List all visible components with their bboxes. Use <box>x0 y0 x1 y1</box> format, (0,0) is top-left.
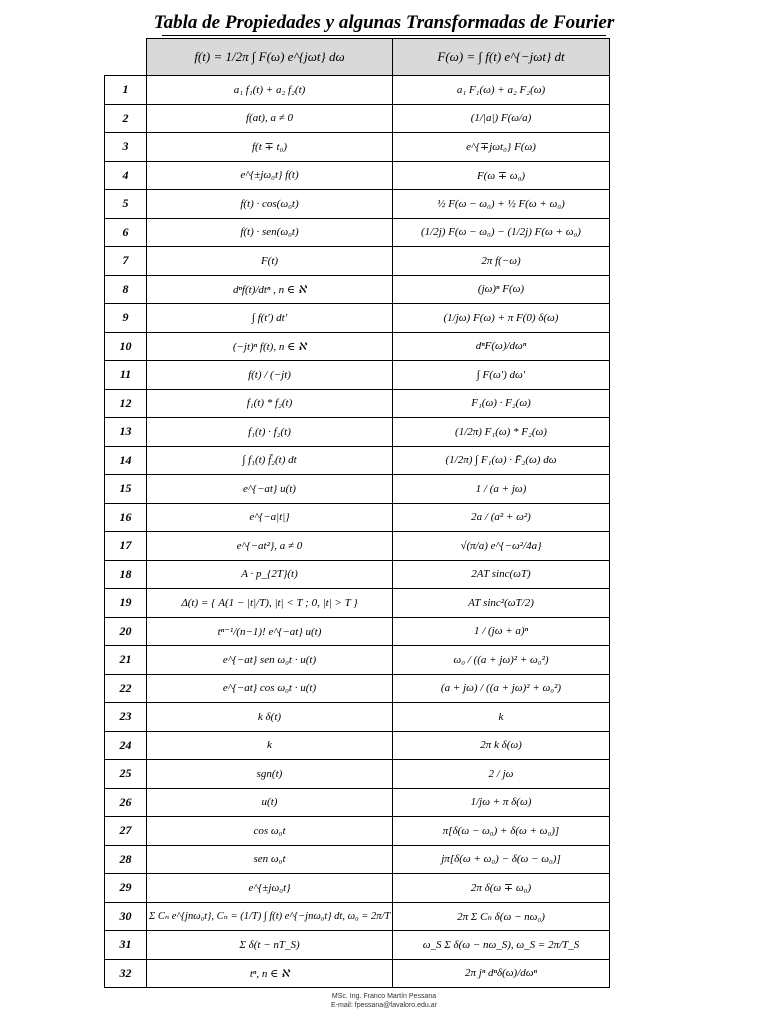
footer-author: MSc. Ing. Franco Martín Pessana <box>331 993 437 1000</box>
row-number: 32 <box>105 959 147 988</box>
table-row <box>105 760 610 789</box>
time-domain-cell: f(t) · cos(ω₀t) <box>147 190 393 219</box>
table-row <box>105 674 610 703</box>
frequency-domain-cell: 1 / (jω + a)ⁿ <box>393 617 610 646</box>
table-row <box>105 76 610 105</box>
table-row <box>105 161 610 190</box>
table-row <box>105 304 610 333</box>
frequency-domain-cell: 2π k δ(ω) <box>393 731 610 760</box>
frequency-domain-cell: (jω)ⁿ F(ω) <box>393 275 610 304</box>
table-row <box>105 218 610 247</box>
row-number: 7 <box>105 247 147 276</box>
frequency-domain-cell: 2π f(−ω) <box>393 247 610 276</box>
row-number: 24 <box>105 731 147 760</box>
frequency-domain-cell: 2 / jω <box>393 760 610 789</box>
table-row <box>105 959 610 988</box>
time-domain-cell: Σ Cₙ e^{jnω₀t}, Cₙ = (1/T) ∫ f(t) e^{−jnω₀t} dt, ω₀ = 2π/T <box>147 902 393 931</box>
fourier-table <box>104 38 610 988</box>
frequency-domain-cell: k <box>393 703 610 732</box>
time-domain-cell: f(at), a ≠ 0 <box>147 104 393 133</box>
time-domain-cell: e^{±jω₀t} f(t) <box>147 161 393 190</box>
title-underline <box>162 35 606 36</box>
frequency-domain-cell: (1/jω) F(ω) + π F(0) δ(ω) <box>393 304 610 333</box>
row-number: 1 <box>105 76 147 105</box>
footer-email: E-mail: fpessana@favaloro.edu.ar <box>331 1002 437 1009</box>
time-domain-cell: A · p_{2T}(t) <box>147 560 393 589</box>
time-domain-cell: f₁(t) * f₂(t) <box>147 389 393 418</box>
time-domain-cell: tⁿ, n ∈ ℵ <box>147 959 393 988</box>
frequency-domain-cell: 1/jω + π δ(ω) <box>393 788 610 817</box>
table-row <box>105 731 610 760</box>
frequency-domain-cell: (1/|a|) F(ω/a) <box>393 104 610 133</box>
table-row <box>105 247 610 276</box>
table-row <box>105 589 610 618</box>
header-time-domain: f(t) = 1/2π ∫ F(ω) e^{jωt} dω <box>147 39 393 76</box>
time-domain-cell: f(t ∓ t₀) <box>147 133 393 162</box>
row-number: 6 <box>105 218 147 247</box>
frequency-domain-cell: 2π jⁿ dⁿδ(ω)/dωⁿ <box>393 959 610 988</box>
time-domain-cell: f(t) · sen(ω₀t) <box>147 218 393 247</box>
row-number: 10 <box>105 332 147 361</box>
row-number: 2 <box>105 104 147 133</box>
frequency-domain-cell: dⁿF(ω)/dωⁿ <box>393 332 610 361</box>
time-domain-cell: ∫ f(t′) dt′ <box>147 304 393 333</box>
table-row <box>105 190 610 219</box>
frequency-domain-cell: ω_S Σ δ(ω − nω_S), ω_S = 2π/T_S <box>393 931 610 960</box>
table-row <box>105 446 610 475</box>
table-row <box>105 560 610 589</box>
table-row <box>105 104 610 133</box>
frequency-domain-cell: a₁ F₁(ω) + a₂ F₂(ω) <box>393 76 610 105</box>
frequency-domain-cell: (1/2π) ∫ F₁(ω) · F̄₂(ω) dω <box>393 446 610 475</box>
frequency-domain-cell: 2π Σ Cₙ δ(ω − nω₀) <box>393 902 610 931</box>
table-row <box>105 617 610 646</box>
table-row <box>105 332 610 361</box>
time-domain-cell: e^{−at} cos ω₀t · u(t) <box>147 674 393 703</box>
time-domain-cell: cos ω₀t <box>147 817 393 846</box>
time-domain-cell: e^{−at} u(t) <box>147 475 393 504</box>
frequency-domain-cell: jπ[δ(ω + ω₀) − δ(ω − ω₀)] <box>393 845 610 874</box>
footer <box>0 992 768 1010</box>
frequency-domain-cell: ∫ F(ω′) dω′ <box>393 361 610 390</box>
table-row <box>105 275 610 304</box>
time-domain-cell: e^{−at} sen ω₀t · u(t) <box>147 646 393 675</box>
frequency-domain-cell: 2AT sinc(ωT) <box>393 560 610 589</box>
row-number: 26 <box>105 788 147 817</box>
table-row <box>105 788 610 817</box>
row-number: 16 <box>105 503 147 532</box>
row-number: 18 <box>105 560 147 589</box>
time-domain-cell: a₁ f₁(t) + a₂ f₂(t) <box>147 76 393 105</box>
header-row <box>105 39 610 76</box>
table-row <box>105 475 610 504</box>
frequency-domain-cell: F(ω ∓ ω₀) <box>393 161 610 190</box>
frequency-domain-cell: (a + jω) / ((a + jω)² + ω₀²) <box>393 674 610 703</box>
table-row <box>105 703 610 732</box>
row-number: 22 <box>105 674 147 703</box>
row-number: 4 <box>105 161 147 190</box>
row-number: 8 <box>105 275 147 304</box>
time-domain-cell: F(t) <box>147 247 393 276</box>
header-frequency-domain: F(ω) = ∫ f(t) e^{−jωt} dt <box>393 39 610 76</box>
frequency-domain-cell: AT sinc²(ωT/2) <box>393 589 610 618</box>
row-number: 15 <box>105 475 147 504</box>
row-number: 17 <box>105 532 147 561</box>
frequency-domain-cell: (1/2j) F(ω − ω₀) − (1/2j) F(ω + ω₀) <box>393 218 610 247</box>
table-row <box>105 389 610 418</box>
time-domain-cell: tⁿ⁻¹/(n−1)! e^{−at} u(t) <box>147 617 393 646</box>
frequency-domain-cell: π[δ(ω − ω₀) + δ(ω + ω₀)] <box>393 817 610 846</box>
frequency-domain-cell: 2π δ(ω ∓ ω₀) <box>393 874 610 903</box>
table-row <box>105 133 610 162</box>
table-row <box>105 817 610 846</box>
time-domain-cell: e^{−a|t|} <box>147 503 393 532</box>
row-number: 12 <box>105 389 147 418</box>
time-domain-cell: sen ω₀t <box>147 845 393 874</box>
table-body <box>105 76 610 988</box>
time-domain-cell: Δ(t) = { A(1 − |t|/T), |t| < T ; 0, |t| > T } <box>147 589 393 618</box>
time-domain-cell: k <box>147 731 393 760</box>
row-number: 31 <box>105 931 147 960</box>
time-domain-cell: Σ δ(t − nT_S) <box>147 931 393 960</box>
time-domain-cell: (−jt)ⁿ f(t), n ∈ ℵ <box>147 332 393 361</box>
time-domain-cell: ∫ f₁(t) f̄₂(t) dt <box>147 446 393 475</box>
header-blank-cell <box>105 39 147 76</box>
table-row <box>105 845 610 874</box>
time-domain-cell: dⁿf(t)/dtⁿ , n ∈ ℵ <box>147 275 393 304</box>
row-number: 13 <box>105 418 147 447</box>
table-row <box>105 646 610 675</box>
row-number: 3 <box>105 133 147 162</box>
row-number: 9 <box>105 304 147 333</box>
frequency-domain-cell: 1 / (a + jω) <box>393 475 610 504</box>
page-title: Tabla de Propiedades y algunas Transformadas de Fourier <box>153 12 615 33</box>
frequency-domain-cell: (1/2π) F₁(ω) * F₂(ω) <box>393 418 610 447</box>
row-number: 30 <box>105 902 147 931</box>
table-row <box>105 418 610 447</box>
table-row <box>105 931 610 960</box>
time-domain-cell: f(t) / (−jt) <box>147 361 393 390</box>
row-number: 19 <box>105 589 147 618</box>
table-row <box>105 532 610 561</box>
time-domain-cell: k δ(t) <box>147 703 393 732</box>
frequency-domain-cell: √(π/a) e^{−ω²/4a} <box>393 532 610 561</box>
frequency-domain-cell: ω₀ / ((a + jω)² + ω₀²) <box>393 646 610 675</box>
table-row <box>105 361 610 390</box>
table-row <box>105 902 610 931</box>
frequency-domain-cell: e^{∓jωt₀} F(ω) <box>393 133 610 162</box>
row-number: 25 <box>105 760 147 789</box>
time-domain-cell: u(t) <box>147 788 393 817</box>
frequency-domain-cell: 2a / (a² + ω²) <box>393 503 610 532</box>
time-domain-cell: sgn(t) <box>147 760 393 789</box>
row-number: 5 <box>105 190 147 219</box>
frequency-domain-cell: ½ F(ω − ω₀) + ½ F(ω + ω₀) <box>393 190 610 219</box>
row-number: 28 <box>105 845 147 874</box>
row-number: 20 <box>105 617 147 646</box>
row-number: 11 <box>105 361 147 390</box>
row-number: 27 <box>105 817 147 846</box>
row-number: 14 <box>105 446 147 475</box>
time-domain-cell: e^{±jω₀t} <box>147 874 393 903</box>
time-domain-cell: f₁(t) · f₂(t) <box>147 418 393 447</box>
table-row <box>105 874 610 903</box>
row-number: 23 <box>105 703 147 732</box>
row-number: 29 <box>105 874 147 903</box>
time-domain-cell: e^{−at²}, a ≠ 0 <box>147 532 393 561</box>
frequency-domain-cell: F₁(ω) · F₂(ω) <box>393 389 610 418</box>
table-row <box>105 503 610 532</box>
row-number: 21 <box>105 646 147 675</box>
